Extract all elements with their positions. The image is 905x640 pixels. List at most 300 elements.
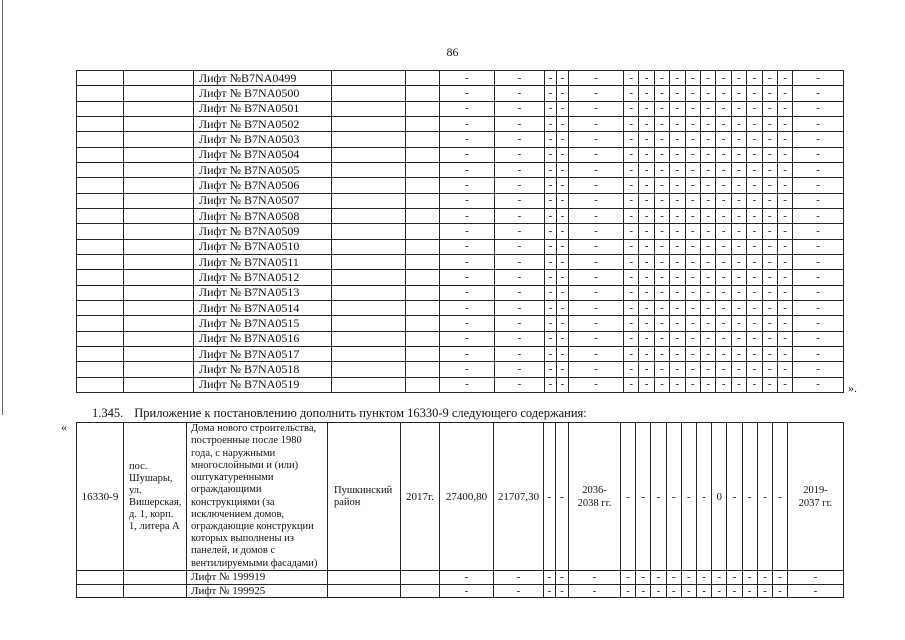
description-line: вентилируемыми фасадами) <box>191 557 318 569</box>
district-cell <box>332 208 406 223</box>
value-cell: - <box>440 178 495 193</box>
value-cell: - <box>716 270 731 285</box>
value-cell: - <box>440 116 495 131</box>
value-cell: - <box>557 86 569 101</box>
lift-label: Лифт № B7NA0516 <box>194 331 332 346</box>
value-cell: - <box>545 101 557 116</box>
value-cell: - <box>545 300 557 315</box>
value-cell: - <box>545 208 557 223</box>
lift-row <box>77 71 844 86</box>
value-cell: - <box>793 270 844 285</box>
lift-label: Лифт № B7NA0509 <box>194 224 332 239</box>
value-cell: - <box>700 254 715 269</box>
value-cell: - <box>793 178 844 193</box>
value-cell: - <box>440 254 495 269</box>
value-cell: - <box>777 362 792 377</box>
value-cell: - <box>777 346 792 361</box>
value-cell: - <box>654 239 669 254</box>
value-cell: - <box>569 147 624 162</box>
value-cell: - <box>545 178 557 193</box>
value-cell: - <box>557 270 569 285</box>
value-cell: - <box>793 193 844 208</box>
value-cell: - <box>494 571 544 585</box>
value-cell: - <box>636 571 651 585</box>
value-cell: - <box>495 254 545 269</box>
value-cell: - <box>793 362 844 377</box>
value-cell: - <box>685 224 700 239</box>
value-cell: - <box>747 208 762 223</box>
value-cell: - <box>440 162 495 177</box>
value-cell: - <box>685 377 700 392</box>
district-cell <box>332 101 406 116</box>
value-cell: - <box>639 178 654 193</box>
value-cell: - <box>716 193 731 208</box>
value-cell: - <box>495 71 545 86</box>
value-cell: 0 <box>712 423 727 571</box>
address-line: д. 1, корп. <box>129 508 174 520</box>
value-cell: - <box>747 147 762 162</box>
value-cell: - <box>624 346 639 361</box>
value-cell: - <box>700 362 715 377</box>
value-cell: - <box>544 584 556 598</box>
value-cell: - <box>762 86 777 101</box>
address-cell <box>124 270 194 285</box>
value-cell: - <box>545 254 557 269</box>
value-cell: - <box>685 300 700 315</box>
address-cell <box>124 71 194 86</box>
value-cell: - <box>654 101 669 116</box>
value-cell: - <box>545 224 557 239</box>
value-cell: - <box>557 300 569 315</box>
period-line: 2037 гг. <box>798 497 833 509</box>
value-cell: - <box>777 178 792 193</box>
lift-label: Лифт № B7NA0510 <box>194 239 332 254</box>
value-cell: - <box>440 300 495 315</box>
value-cell: - <box>670 71 685 86</box>
value-cell: - <box>670 270 685 285</box>
value-cell: - <box>747 285 762 300</box>
value-cell: - <box>700 132 715 147</box>
code-cell <box>77 571 124 585</box>
lift-table-body <box>77 71 844 393</box>
value-cell: - <box>700 86 715 101</box>
description-line: панелей, и домов с <box>191 545 276 557</box>
value-cell: - <box>639 254 654 269</box>
district-cell <box>332 300 406 315</box>
value-cell: - <box>681 423 696 571</box>
value-cell: - <box>700 270 715 285</box>
value-cell: - <box>495 346 545 361</box>
address-cell <box>124 571 187 585</box>
code-cell <box>77 193 124 208</box>
value-cell: - <box>639 377 654 392</box>
amendment-line <box>92 406 587 420</box>
value-cell: - <box>670 316 685 331</box>
value-cell: - <box>639 239 654 254</box>
value-cell: - <box>716 316 731 331</box>
district-cell <box>332 132 406 147</box>
value-cell: - <box>777 224 792 239</box>
value-cell: - <box>777 239 792 254</box>
value-cell: - <box>569 101 624 116</box>
value-cell: - <box>731 178 746 193</box>
value-cell: - <box>654 346 669 361</box>
address-cell <box>124 116 194 131</box>
value-cell: - <box>731 101 746 116</box>
value-cell: - <box>700 377 715 392</box>
value-cell: - <box>639 147 654 162</box>
value-cell: - <box>654 147 669 162</box>
value-cell: - <box>670 377 685 392</box>
period-line: 2038 гг. <box>577 497 612 509</box>
value-cell: - <box>793 377 844 392</box>
lift-table <box>76 70 844 393</box>
value-cell: - <box>624 362 639 377</box>
value-cell: - <box>545 193 557 208</box>
value-cell: - <box>731 224 746 239</box>
value-cell: - <box>569 300 624 315</box>
code-cell <box>77 316 124 331</box>
value-cell: - <box>716 254 731 269</box>
address-cell <box>124 147 194 162</box>
value-cell: - <box>569 584 621 598</box>
value-cell: - <box>557 316 569 331</box>
value-cell: - <box>716 362 731 377</box>
lift-label: Лифт № 199925 <box>187 584 328 598</box>
year-cell <box>406 208 440 223</box>
year-cell <box>401 571 440 585</box>
value-cell: - <box>700 239 715 254</box>
lift-row <box>77 316 844 331</box>
value-cell: - <box>700 224 715 239</box>
value-cell: - <box>747 239 762 254</box>
value-cell: - <box>557 162 569 177</box>
value-cell: - <box>545 132 557 147</box>
value-cell: - <box>654 86 669 101</box>
value-cell: - <box>624 132 639 147</box>
year-cell <box>406 71 440 86</box>
value-cell: - <box>557 178 569 193</box>
value-cell: - <box>793 147 844 162</box>
value-cell: - <box>700 147 715 162</box>
value-cell: - <box>440 147 495 162</box>
period-line: 2019- <box>803 484 828 496</box>
value-cell: - <box>747 132 762 147</box>
lift-row <box>77 178 844 193</box>
value-cell: - <box>777 300 792 315</box>
value-cell: - <box>716 132 731 147</box>
value-cell: - <box>793 285 844 300</box>
value-cell: - <box>716 285 731 300</box>
code-cell <box>77 116 124 131</box>
value-cell: - <box>654 193 669 208</box>
district-cell <box>332 270 406 285</box>
value-cell: - <box>762 147 777 162</box>
value-cell: - <box>495 377 545 392</box>
value-cell: - <box>716 224 731 239</box>
lift-row <box>77 285 844 300</box>
value-cell: - <box>685 162 700 177</box>
lift-row <box>77 86 844 101</box>
lift-label: Лифт № B7NA0518 <box>194 362 332 377</box>
lift-row <box>77 331 844 346</box>
year-cell <box>406 116 440 131</box>
value-cell: - <box>685 346 700 361</box>
district-cell <box>332 239 406 254</box>
code-cell <box>77 346 124 361</box>
value-cell: - <box>545 346 557 361</box>
year-cell <box>406 178 440 193</box>
value-cell: - <box>762 132 777 147</box>
value-cell: - <box>762 239 777 254</box>
value-cell: - <box>624 116 639 131</box>
value-cell: - <box>777 208 792 223</box>
value-cell: - <box>793 300 844 315</box>
value-cell: - <box>654 285 669 300</box>
description-line: оштукатуренными <box>191 472 274 484</box>
value-cell: - <box>545 71 557 86</box>
value-cell: - <box>495 285 545 300</box>
value-cell: - <box>762 193 777 208</box>
value-cell: - <box>624 254 639 269</box>
value-cell: - <box>700 193 715 208</box>
year-cell <box>406 86 440 101</box>
value-cell: - <box>747 178 762 193</box>
value-cell: - <box>731 300 746 315</box>
value-cell: - <box>495 178 545 193</box>
district-cell <box>332 116 406 131</box>
address-cell <box>124 584 187 598</box>
value-cell: - <box>654 208 669 223</box>
value-cell: - <box>670 224 685 239</box>
value-cell: - <box>495 331 545 346</box>
year-cell <box>406 147 440 162</box>
value-cell: - <box>557 362 569 377</box>
value-cell: - <box>639 316 654 331</box>
lift-label: Лифт № B7NA0504 <box>194 147 332 162</box>
value-cell: - <box>639 86 654 101</box>
value-cell: - <box>777 193 792 208</box>
description-cell <box>187 423 328 571</box>
value-cell: - <box>742 571 757 585</box>
lift-label: Лифт № B7NA0512 <box>194 270 332 285</box>
value-cell: - <box>793 86 844 101</box>
address-line: Шушары, <box>129 472 173 484</box>
value-cell: - <box>624 270 639 285</box>
value-cell: - <box>670 116 685 131</box>
year-cell <box>406 224 440 239</box>
value-cell: - <box>747 316 762 331</box>
value-cell: - <box>670 285 685 300</box>
value-cell: - <box>495 162 545 177</box>
value-cell: - <box>440 270 495 285</box>
district-cell <box>332 178 406 193</box>
value-cell: - <box>731 162 746 177</box>
value-cell: - <box>545 316 557 331</box>
address-cell <box>124 101 194 116</box>
value-cell: - <box>685 116 700 131</box>
lift-label: Лифт № B7NA0517 <box>194 346 332 361</box>
district-cell <box>332 362 406 377</box>
value-cell: - <box>700 116 715 131</box>
value-cell: - <box>742 423 757 571</box>
value-cell: - <box>731 132 746 147</box>
value-cell: - <box>762 162 777 177</box>
lift-row <box>77 254 844 269</box>
lift-row <box>77 239 844 254</box>
address-line: ул. <box>129 484 142 496</box>
value-cell: - <box>557 116 569 131</box>
value-cell: - <box>624 101 639 116</box>
value-cell: - <box>544 571 556 585</box>
entry-number: 16330-9 <box>77 423 124 571</box>
value-cell: - <box>731 316 746 331</box>
value-cell: - <box>696 423 711 571</box>
value-cell: - <box>440 571 494 585</box>
value-cell: - <box>700 346 715 361</box>
description-line: Дома нового строительства, <box>191 423 317 435</box>
value-cell: - <box>788 571 844 585</box>
value-cell: - <box>762 316 777 331</box>
value-cell: - <box>440 132 495 147</box>
value-cell: - <box>716 331 731 346</box>
value-cell: - <box>440 377 495 392</box>
district-cell <box>332 71 406 86</box>
value-cell: - <box>569 178 624 193</box>
value-cell: - <box>685 101 700 116</box>
value-cell: - <box>569 193 624 208</box>
value-cell: - <box>793 239 844 254</box>
value-cell: - <box>621 584 636 598</box>
value-cell: - <box>545 331 557 346</box>
value-cell: 21707,30 <box>494 423 544 571</box>
value-cell: - <box>685 86 700 101</box>
value-cell: - <box>670 362 685 377</box>
district-cell <box>332 346 406 361</box>
address-line: пос. <box>129 460 148 472</box>
value-cell: - <box>557 239 569 254</box>
value-cell: - <box>495 362 545 377</box>
value-cell: - <box>762 254 777 269</box>
value-cell: - <box>624 208 639 223</box>
value-cell: - <box>639 285 654 300</box>
value-cell: - <box>621 423 636 571</box>
value-cell: - <box>716 101 731 116</box>
code-cell <box>77 285 124 300</box>
description-line: которых выполнены из <box>191 533 294 545</box>
period-line: 2036- <box>582 484 607 496</box>
value-cell: - <box>793 162 844 177</box>
value-cell: - <box>557 132 569 147</box>
value-cell: - <box>762 331 777 346</box>
lift-row <box>77 300 844 315</box>
value-cell: - <box>569 270 624 285</box>
value-cell: - <box>624 162 639 177</box>
value-cell: - <box>777 254 792 269</box>
value-cell: - <box>654 254 669 269</box>
district-cell <box>332 86 406 101</box>
value-cell: - <box>624 224 639 239</box>
lift-row <box>77 116 844 131</box>
value-cell: - <box>747 116 762 131</box>
value-cell: - <box>624 377 639 392</box>
value-cell: - <box>685 331 700 346</box>
value-cell: - <box>772 423 787 571</box>
value-cell: - <box>747 377 762 392</box>
lift-row <box>77 346 844 361</box>
description-line: построенные после 1980 <box>191 435 302 447</box>
value-cell: - <box>777 162 792 177</box>
closing-quote: ». <box>848 381 857 395</box>
address-cell <box>124 132 194 147</box>
value-cell: - <box>747 86 762 101</box>
value-cell: - <box>569 132 624 147</box>
value-cell: - <box>670 300 685 315</box>
value-cell: - <box>639 224 654 239</box>
address-cell <box>124 208 194 223</box>
value-cell: - <box>685 239 700 254</box>
district-cell <box>332 147 406 162</box>
value-cell: - <box>666 584 681 598</box>
value-cell: - <box>716 377 731 392</box>
value-cell: - <box>440 584 494 598</box>
value-cell: - <box>495 224 545 239</box>
lift-row <box>77 571 844 585</box>
value-cell: - <box>569 377 624 392</box>
value-cell: - <box>440 101 495 116</box>
value-cell: - <box>545 162 557 177</box>
lift-row <box>77 377 844 392</box>
value-cell: - <box>777 71 792 86</box>
value-cell: - <box>685 362 700 377</box>
scan-edge-line <box>2 0 3 415</box>
district-cell <box>328 571 401 585</box>
value-cell: - <box>569 331 624 346</box>
value-cell: - <box>685 316 700 331</box>
value-cell: - <box>545 239 557 254</box>
value-cell: - <box>670 346 685 361</box>
page-number: 86 <box>446 45 459 59</box>
lift-row <box>77 101 844 116</box>
value-cell: - <box>569 239 624 254</box>
value-cell: - <box>651 571 666 585</box>
value-cell: - <box>569 254 624 269</box>
value-cell: - <box>624 193 639 208</box>
value-cell: - <box>700 71 715 86</box>
value-cell: - <box>793 224 844 239</box>
district-cell <box>332 316 406 331</box>
value-cell: - <box>762 101 777 116</box>
value-cell: - <box>731 239 746 254</box>
lift-label: Лифт № B7NA0503 <box>194 132 332 147</box>
code-cell <box>77 101 124 116</box>
value-cell: - <box>569 571 621 585</box>
value-cell: - <box>494 584 544 598</box>
value-cell: - <box>495 239 545 254</box>
value-cell: - <box>727 584 742 598</box>
value-cell: - <box>731 331 746 346</box>
value-cell: - <box>624 147 639 162</box>
value-cell: - <box>747 193 762 208</box>
lift-row <box>77 270 844 285</box>
value-cell: - <box>793 116 844 131</box>
lift-label: Лифт № B7NA0507 <box>194 193 332 208</box>
value-cell: - <box>545 362 557 377</box>
value-cell: - <box>666 571 681 585</box>
period-cell <box>569 423 621 571</box>
value-cell: - <box>545 147 557 162</box>
district-cell <box>332 254 406 269</box>
